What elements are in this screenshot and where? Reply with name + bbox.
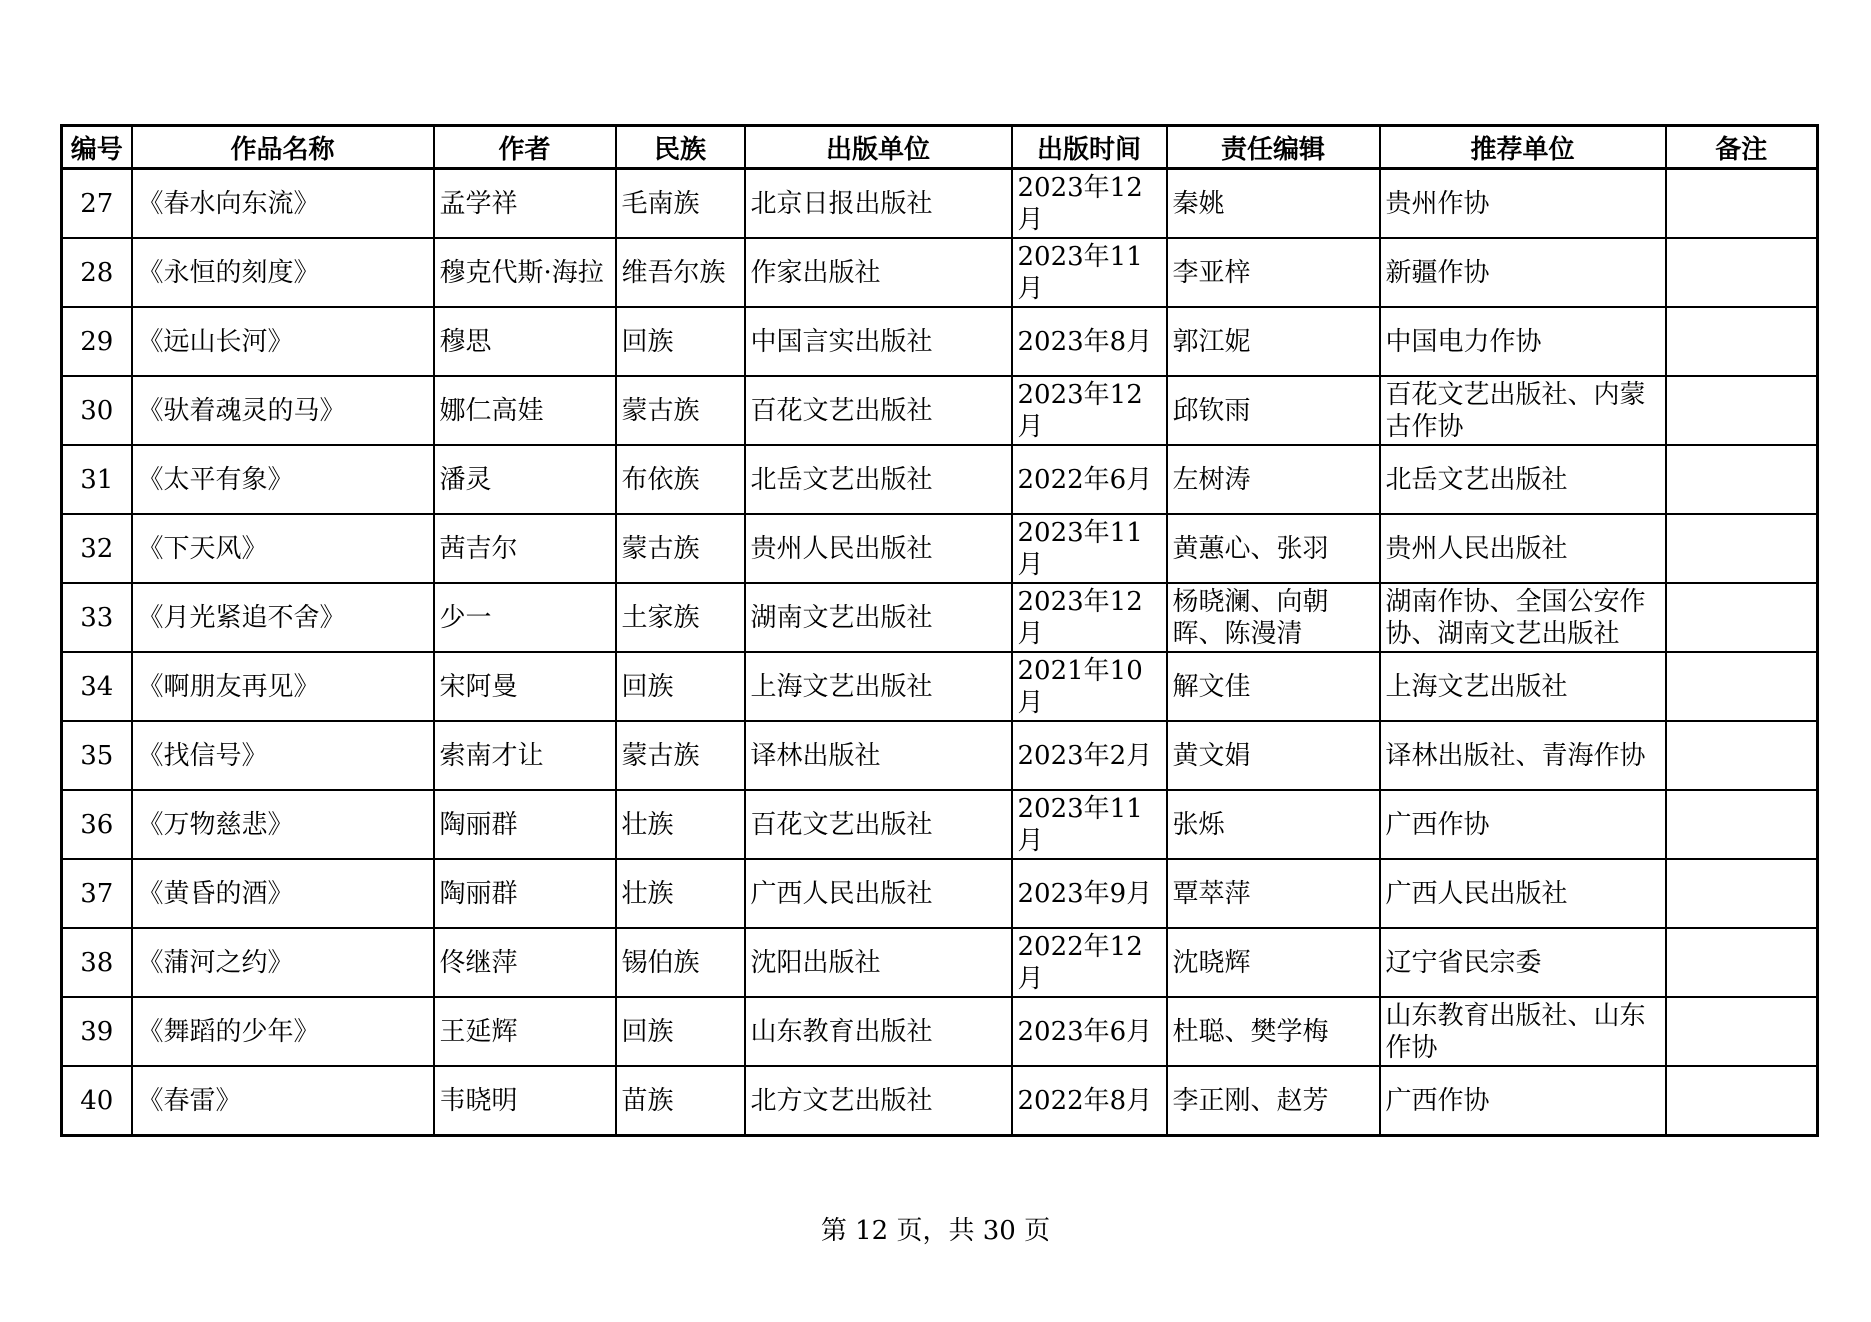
header-number: 编号 xyxy=(62,126,132,169)
cell-note xyxy=(1666,583,1818,652)
header-recommender: 推荐单位 xyxy=(1380,126,1666,169)
cell-recommender: 北岳文艺出版社 xyxy=(1380,445,1666,514)
cell-title: 《太平有象》 xyxy=(132,445,434,514)
cell-title: 《远山长河》 xyxy=(132,307,434,376)
cell-author: 穆克代斯·海拉 xyxy=(434,238,616,307)
table-row xyxy=(62,169,1818,239)
cell-editor: 覃萃萍 xyxy=(1167,859,1380,928)
cell-author: 孟学祥 xyxy=(434,169,616,239)
cell-number: 31 xyxy=(62,445,132,514)
cell-author: 潘灵 xyxy=(434,445,616,514)
cell-ethnicity: 锡伯族 xyxy=(616,928,745,997)
cell-author: 穆思 xyxy=(434,307,616,376)
cell-author: 索南才让 xyxy=(434,721,616,790)
cell-author: 宋阿曼 xyxy=(434,652,616,721)
header-ethnicity: 民族 xyxy=(616,126,745,169)
cell-publish-date: 2023年9月 xyxy=(1012,859,1167,928)
cell-publisher: 译林出版社 xyxy=(745,721,1012,790)
cell-publisher: 北岳文艺出版社 xyxy=(745,445,1012,514)
header-publisher: 出版单位 xyxy=(745,126,1012,169)
table-row xyxy=(62,652,1818,721)
cell-publish-date: 2023年8月 xyxy=(1012,307,1167,376)
cell-title: 《春水向东流》 xyxy=(132,169,434,239)
cell-note xyxy=(1666,376,1818,445)
cell-recommender: 中国电力作协 xyxy=(1380,307,1666,376)
cell-ethnicity: 蒙古族 xyxy=(616,721,745,790)
header-row xyxy=(62,126,1818,169)
cell-ethnicity: 回族 xyxy=(616,652,745,721)
cell-publish-date: 2023年2月 xyxy=(1012,721,1167,790)
cell-ethnicity: 蒙古族 xyxy=(616,376,745,445)
cell-author: 少一 xyxy=(434,583,616,652)
cell-author: 茜吉尔 xyxy=(434,514,616,583)
cell-publish-date: 2022年6月 xyxy=(1012,445,1167,514)
cell-publisher: 贵州人民出版社 xyxy=(745,514,1012,583)
cell-author: 娜仁高娃 xyxy=(434,376,616,445)
cell-ethnicity: 苗族 xyxy=(616,1066,745,1136)
cell-title: 《舞蹈的少年》 xyxy=(132,997,434,1066)
cell-ethnicity: 布依族 xyxy=(616,445,745,514)
cell-title: 《黄昏的酒》 xyxy=(132,859,434,928)
cell-number: 33 xyxy=(62,583,132,652)
table-row xyxy=(62,376,1818,445)
cell-publish-date: 2022年8月 xyxy=(1012,1066,1167,1136)
cell-editor: 沈晓辉 xyxy=(1167,928,1380,997)
cell-publisher: 作家出版社 xyxy=(745,238,1012,307)
cell-title: 《啊朋友再见》 xyxy=(132,652,434,721)
table-row xyxy=(62,1066,1818,1136)
header-author: 作者 xyxy=(434,126,616,169)
cell-editor: 黄蕙心、张羽 xyxy=(1167,514,1380,583)
cell-number: 29 xyxy=(62,307,132,376)
cell-recommender: 湖南作协、全国公安作协、湖南文艺出版社 xyxy=(1380,583,1666,652)
cell-number: 40 xyxy=(62,1066,132,1136)
cell-ethnicity: 蒙古族 xyxy=(616,514,745,583)
cell-publisher: 山东教育出版社 xyxy=(745,997,1012,1066)
cell-note xyxy=(1666,652,1818,721)
table-row xyxy=(62,445,1818,514)
cell-publish-date: 2023年11月 xyxy=(1012,790,1167,859)
header-publish-date: 出版时间 xyxy=(1012,126,1167,169)
cell-note xyxy=(1666,997,1818,1066)
cell-title: 《永恒的刻度》 xyxy=(132,238,434,307)
cell-recommender: 辽宁省民宗委 xyxy=(1380,928,1666,997)
cell-number: 27 xyxy=(62,169,132,239)
cell-editor: 杜聪、樊学梅 xyxy=(1167,997,1380,1066)
page-number: 第 12 页，共 30 页 xyxy=(820,1216,1051,1246)
cell-note xyxy=(1666,514,1818,583)
cell-number: 34 xyxy=(62,652,132,721)
cell-ethnicity: 壮族 xyxy=(616,859,745,928)
cell-recommender: 贵州人民出版社 xyxy=(1380,514,1666,583)
cell-publisher: 广西人民出版社 xyxy=(745,859,1012,928)
cell-ethnicity: 土家族 xyxy=(616,583,745,652)
cell-recommender: 新疆作协 xyxy=(1380,238,1666,307)
cell-publish-date: 2023年12月 xyxy=(1012,376,1167,445)
cell-publisher: 沈阳出版社 xyxy=(745,928,1012,997)
cell-publish-date: 2023年11月 xyxy=(1012,514,1167,583)
cell-number: 39 xyxy=(62,997,132,1066)
cell-recommender: 广西作协 xyxy=(1380,790,1666,859)
cell-author: 佟继萍 xyxy=(434,928,616,997)
header-note: 备注 xyxy=(1666,126,1818,169)
cell-note xyxy=(1666,721,1818,790)
cell-number: 36 xyxy=(62,790,132,859)
cell-ethnicity: 回族 xyxy=(616,997,745,1066)
cell-publisher: 百花文艺出版社 xyxy=(745,790,1012,859)
cell-editor: 秦姚 xyxy=(1167,169,1380,239)
cell-author: 陶丽群 xyxy=(434,859,616,928)
cell-publisher: 北方文艺出版社 xyxy=(745,1066,1012,1136)
table-body xyxy=(62,169,1818,1136)
cell-note xyxy=(1666,790,1818,859)
cell-number: 28 xyxy=(62,238,132,307)
cell-title: 《春雷》 xyxy=(132,1066,434,1136)
table-row xyxy=(62,583,1818,652)
cell-publisher: 百花文艺出版社 xyxy=(745,376,1012,445)
cell-ethnicity: 毛南族 xyxy=(616,169,745,239)
header-editor: 责任编辑 xyxy=(1167,126,1380,169)
table-row xyxy=(62,238,1818,307)
cell-editor: 李亚梓 xyxy=(1167,238,1380,307)
cell-title: 《月光紧追不舍》 xyxy=(132,583,434,652)
cell-title: 《找信号》 xyxy=(132,721,434,790)
cell-publish-date: 2023年12月 xyxy=(1012,583,1167,652)
cell-recommender: 上海文艺出版社 xyxy=(1380,652,1666,721)
cell-note xyxy=(1666,238,1818,307)
cell-editor: 杨晓澜、向朝晖、陈漫清 xyxy=(1167,583,1380,652)
cell-title: 《驮着魂灵的马》 xyxy=(132,376,434,445)
cell-publisher: 中国言实出版社 xyxy=(745,307,1012,376)
table-row xyxy=(62,859,1818,928)
cell-ethnicity: 回族 xyxy=(616,307,745,376)
cell-publish-date: 2022年12月 xyxy=(1012,928,1167,997)
works-table xyxy=(60,124,1819,1137)
cell-note xyxy=(1666,307,1818,376)
cell-publish-date: 2023年11月 xyxy=(1012,238,1167,307)
cell-editor: 黄文娟 xyxy=(1167,721,1380,790)
cell-note xyxy=(1666,169,1818,239)
cell-ethnicity: 维吾尔族 xyxy=(616,238,745,307)
cell-editor: 邱钦雨 xyxy=(1167,376,1380,445)
cell-author: 韦晓明 xyxy=(434,1066,616,1136)
cell-note xyxy=(1666,445,1818,514)
cell-number: 35 xyxy=(62,721,132,790)
cell-note xyxy=(1666,1066,1818,1136)
cell-number: 32 xyxy=(62,514,132,583)
cell-recommender: 山东教育出版社、山东作协 xyxy=(1380,997,1666,1066)
cell-editor: 左树涛 xyxy=(1167,445,1380,514)
table-row xyxy=(62,721,1818,790)
cell-editor: 张烁 xyxy=(1167,790,1380,859)
table-row xyxy=(62,514,1818,583)
cell-recommender: 贵州作协 xyxy=(1380,169,1666,239)
cell-editor: 解文佳 xyxy=(1167,652,1380,721)
cell-recommender: 百花文艺出版社、内蒙古作协 xyxy=(1380,376,1666,445)
cell-recommender: 广西人民出版社 xyxy=(1380,859,1666,928)
table-header xyxy=(62,126,1818,169)
cell-title: 《蒲河之约》 xyxy=(132,928,434,997)
cell-title: 《下天风》 xyxy=(132,514,434,583)
cell-publish-date: 2023年6月 xyxy=(1012,997,1167,1066)
cell-ethnicity: 壮族 xyxy=(616,790,745,859)
cell-number: 30 xyxy=(62,376,132,445)
table-row xyxy=(62,997,1818,1066)
cell-editor: 李正刚、赵芳 xyxy=(1167,1066,1380,1136)
cell-publish-date: 2021年10月 xyxy=(1012,652,1167,721)
cell-editor: 郭江妮 xyxy=(1167,307,1380,376)
table-row xyxy=(62,790,1818,859)
cell-title: 《万物慈悲》 xyxy=(132,790,434,859)
cell-publish-date: 2023年12月 xyxy=(1012,169,1167,239)
cell-author: 陶丽群 xyxy=(434,790,616,859)
cell-note xyxy=(1666,859,1818,928)
cell-recommender: 译林出版社、青海作协 xyxy=(1380,721,1666,790)
cell-publisher: 湖南文艺出版社 xyxy=(745,583,1012,652)
table-row xyxy=(62,928,1818,997)
cell-number: 37 xyxy=(62,859,132,928)
cell-publisher: 上海文艺出版社 xyxy=(745,652,1012,721)
cell-recommender: 广西作协 xyxy=(1380,1066,1666,1136)
cell-author: 王延辉 xyxy=(434,997,616,1066)
cell-publisher: 北京日报出版社 xyxy=(745,169,1012,239)
cell-note xyxy=(1666,928,1818,997)
cell-number: 38 xyxy=(62,928,132,997)
table-row xyxy=(62,307,1818,376)
header-title: 作品名称 xyxy=(132,126,434,169)
